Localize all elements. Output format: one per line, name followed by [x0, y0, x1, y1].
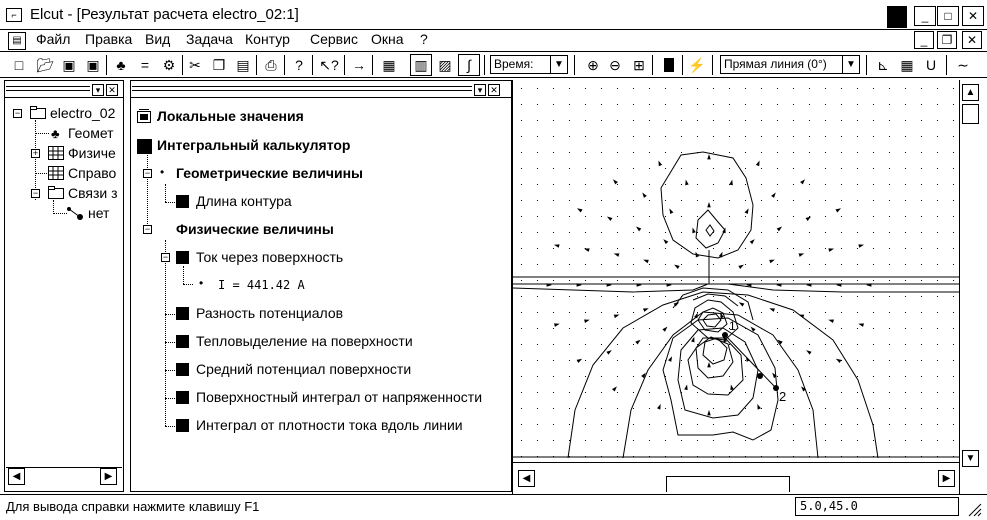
resize-grip-icon[interactable]: [966, 501, 982, 517]
doc-minimize-button[interactable]: _: [914, 31, 934, 49]
panel-dropdown-icon[interactable]: ▾: [474, 84, 486, 96]
time-combo-label: Время:: [494, 57, 534, 71]
phys-group-item[interactable]: Физические величины: [176, 221, 334, 237]
tree-line: [183, 284, 193, 285]
menu-help[interactable]: ?: [420, 31, 428, 47]
tree-line: [35, 173, 49, 174]
contour-length-item[interactable]: Длина контура: [196, 193, 292, 209]
menu-service[interactable]: Сервис: [310, 31, 358, 47]
tree-collapse-icon[interactable]: −: [144, 224, 151, 234]
arrow-right-icon[interactable]: →: [352, 57, 366, 73]
tree-line: [147, 155, 148, 232]
tree-collapse-icon[interactable]: −: [32, 188, 39, 198]
point-1-label: 1: [729, 319, 736, 333]
tree-line: [53, 213, 67, 214]
project-panel: [4, 80, 124, 492]
contour-point-1[interactable]: [722, 332, 728, 338]
integral-calc-item[interactable]: Интегральный калькулятор: [157, 137, 351, 153]
contour-length-icon: [176, 195, 189, 208]
panel-divider: [4, 97, 124, 98]
scroll-down-icon[interactable]: ▼: [962, 450, 979, 467]
panel-grip: [6, 90, 90, 91]
window-title: Elcut - [Результат расчета electro_02:1]: [30, 6, 299, 23]
tree-line: [165, 342, 175, 343]
menu-contour[interactable]: Контур: [245, 31, 290, 47]
tree-item-physics[interactable]: Физиче: [68, 145, 116, 161]
horizontal-scroll-thumb[interactable]: [666, 476, 790, 492]
toolbar-separator: [712, 55, 714, 75]
menu-view[interactable]: Вид: [145, 31, 171, 47]
field-view-icon[interactable]: ▦: [382, 56, 396, 73]
avg-potential-item[interactable]: Средний потенциал поверхности: [196, 361, 412, 377]
current-value: I = 441.42 A: [218, 278, 305, 292]
folder-icon: [48, 186, 64, 199]
tree-line: [165, 426, 175, 427]
toolbar-separator: [256, 55, 258, 75]
chevron-down-icon[interactable]: ▼: [550, 56, 567, 73]
panel-grip: [6, 86, 90, 87]
menu-task[interactable]: Задача: [186, 31, 233, 47]
contour-point-mid[interactable]: [757, 373, 763, 379]
menu-file[interactable]: Файл: [36, 31, 71, 47]
heat-surface-icon: [176, 335, 189, 348]
minimize-button[interactable]: _: [914, 6, 936, 26]
tree-line: [165, 398, 175, 399]
contour-type-label: Прямая линия (0°): [724, 57, 827, 71]
problem-icon[interactable]: ♣: [116, 57, 126, 73]
bullet-icon: •: [199, 276, 204, 290]
tree-line: [53, 200, 54, 214]
table-icon: [48, 146, 64, 160]
avg-potential-icon: [176, 363, 189, 376]
panel-divider: [130, 97, 512, 98]
maximize-button[interactable]: □: [937, 6, 959, 26]
toolbar-separator: [574, 55, 576, 75]
scroll-right-icon[interactable]: ▶: [100, 468, 117, 485]
print-icon[interactable]: ⎙: [265, 56, 277, 73]
title-bar-block: [887, 6, 907, 28]
integral-icon[interactable]: ∫: [458, 54, 480, 76]
surface-integral-icon: [176, 391, 189, 404]
heat-surface-item[interactable]: Тепловыделение на поверхности: [196, 333, 413, 349]
tree-item-reference[interactable]: Справо: [68, 165, 117, 181]
current-surface-item[interactable]: Ток через поверхность: [196, 249, 344, 265]
current-surface-icon: [176, 251, 189, 264]
local-values-icon[interactable]: ▨: [438, 56, 452, 73]
tree-line: [183, 266, 184, 284]
tree-line: [165, 184, 166, 202]
plot-graph-icon[interactable]: ⊾: [877, 56, 889, 73]
tree-line: [35, 133, 49, 134]
integral-calc-icon: [137, 139, 152, 154]
chevron-down-icon[interactable]: ▼: [842, 56, 859, 73]
potential-diff-icon: [176, 307, 189, 320]
point-2-label: 2: [779, 389, 787, 404]
toolbar-separator: [652, 55, 654, 75]
toolbar-separator: [484, 55, 486, 75]
close-button[interactable]: ✕: [962, 6, 984, 26]
menu-edit[interactable]: Правка: [85, 31, 133, 47]
contour-type-combo[interactable]: [720, 55, 860, 74]
status-coords: 5.0,45.0: [795, 497, 959, 516]
panel-grip: [132, 86, 472, 87]
wave-icon[interactable]: ∼: [957, 56, 969, 73]
scroll-left-icon[interactable]: ◀: [518, 470, 535, 487]
panel-close-icon[interactable]: ✕: [106, 84, 118, 96]
line-integral-icon: [176, 419, 189, 432]
panel-close-icon[interactable]: ✕: [488, 84, 500, 96]
field-lines-icon[interactable]: ⚡: [688, 56, 706, 73]
copy-icon[interactable]: ❐: [212, 56, 226, 73]
table-grid-icon[interactable]: ▦: [900, 56, 914, 73]
tree-line: [165, 314, 175, 315]
toolbar-separator: [946, 55, 948, 75]
document-icon[interactable]: ▤: [8, 32, 26, 50]
local-values-item[interactable]: Локальные значения: [157, 108, 304, 124]
potential-icon[interactable]: U: [925, 57, 937, 73]
tree-collapse-icon[interactable]: −: [162, 252, 169, 262]
toolbar-separator: [344, 55, 346, 75]
tree-root-label[interactable]: electro_02: [50, 105, 116, 121]
status-help-text: Для вывода справки нажмите клавишу F1: [6, 499, 260, 514]
fill-color-icon[interactable]: [658, 54, 680, 76]
tree-expand-icon[interactable]: +: [32, 148, 39, 158]
panel-dropdown-icon[interactable]: ▾: [92, 84, 104, 96]
surface-integral-item[interactable]: Поверхностный интеграл от напряженности: [196, 389, 483, 405]
toolbar-separator: [106, 55, 108, 75]
table-icon: [48, 166, 64, 180]
toolbar-separator: [866, 55, 868, 75]
zoom-fit-icon[interactable]: ⊞: [633, 56, 645, 73]
tree-line: [165, 370, 175, 371]
scroll-right-icon[interactable]: ▶: [938, 470, 955, 487]
window-icon[interactable]: ⌐: [6, 8, 22, 22]
grid-dots: [513, 80, 959, 458]
table-icon[interactable]: ▥: [410, 54, 432, 76]
geom-group-item[interactable]: Геометрические величины: [176, 165, 364, 181]
save-icon[interactable]: ▣: [62, 56, 76, 73]
save-all-icon[interactable]: ▣: [86, 56, 100, 73]
context-help-icon[interactable]: ↖?: [319, 56, 339, 73]
tree-item-links[interactable]: Связи з: [68, 185, 118, 201]
tree-line: [165, 202, 175, 203]
solve-icon[interactable]: ⚙: [162, 56, 176, 73]
new-icon[interactable]: □: [14, 57, 24, 73]
tree-item-geometry[interactable]: Геомет: [68, 125, 114, 141]
open-folder-icon[interactable]: 📂︎: [36, 56, 54, 73]
potential-diff-item[interactable]: Разность потенциалов: [196, 305, 344, 321]
toolbar-separator: [284, 55, 286, 75]
equals-icon[interactable]: =: [140, 57, 150, 73]
folder-icon: [30, 106, 46, 119]
toolbar-separator: [682, 55, 684, 75]
toolbar-separator: [372, 55, 374, 75]
field-plot[interactable]: [513, 80, 987, 494]
time-combo[interactable]: [490, 55, 568, 74]
cut-icon[interactable]: ✂: [189, 56, 201, 73]
tree-item-none[interactable]: нет: [88, 205, 110, 221]
geometry-icon: ♣: [51, 126, 60, 141]
menu-windows[interactable]: Окна: [371, 31, 404, 47]
scroll-left-icon[interactable]: ◀: [8, 468, 25, 485]
line-integral-item[interactable]: Интеграл от плотности тока вдоль линии: [196, 417, 463, 433]
tree-collapse-icon[interactable]: −: [14, 108, 21, 118]
toolbar-separator: [312, 55, 314, 75]
paste-icon[interactable]: ▤: [236, 56, 250, 73]
doc-close-button[interactable]: ✕: [962, 31, 982, 49]
scroll-up-icon[interactable]: ▲: [962, 84, 979, 101]
doc-restore-button[interactable]: ❐: [937, 31, 957, 49]
zoom-out-icon[interactable]: ⊖: [609, 56, 621, 73]
vertical-scrollbar[interactable]: [959, 80, 987, 494]
help-icon[interactable]: ?: [295, 57, 303, 73]
zoom-in-icon[interactable]: ⊕: [587, 56, 599, 73]
bullet-icon: •: [160, 165, 165, 179]
tree-collapse-icon[interactable]: −: [144, 168, 151, 178]
local-values-icon: [137, 109, 151, 123]
link-icon: [66, 206, 84, 220]
panel-grip: [132, 90, 472, 91]
vertical-scroll-thumb[interactable]: [962, 104, 979, 124]
